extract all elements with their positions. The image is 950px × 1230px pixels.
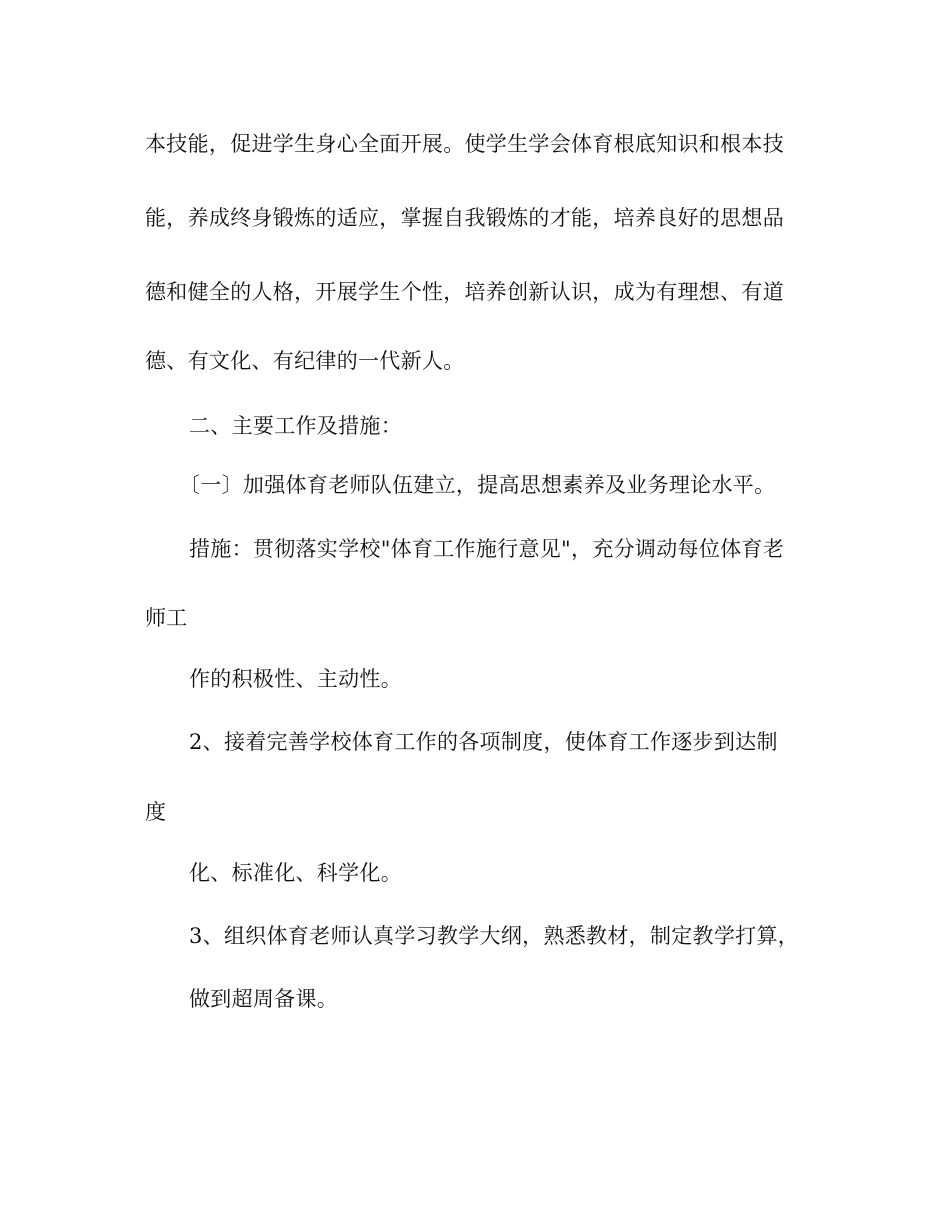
body-line: 师工 xyxy=(145,606,188,630)
body-line: 化、标准化、科学化。 xyxy=(189,861,402,885)
body-line: 本技能，促进学生身心全面开展。使学生学会体育根底知识和根本技 xyxy=(145,132,784,156)
body-line: 作的积极性、主动性。 xyxy=(189,667,402,691)
body-line: 做到超周备课。 xyxy=(189,987,339,1011)
body-line: 德、有文化、有纪律的一代新人。 xyxy=(145,349,465,373)
body-line: 能，养成终身锻炼的适应，掌握自我锻炼的才能，培养良好的思想品 xyxy=(145,206,784,230)
section-heading: 二、主要工作及措施： xyxy=(189,414,402,438)
body-line: 德和健全的人格，开展学生个性，培养创新认识，成为有理想、有道 xyxy=(145,280,784,304)
body-line: 3、组织体育老师认真学习教学大纲，熟悉教材，制定教学打算， xyxy=(189,924,800,948)
body-line: 2、接着完善学校体育工作的各项制度，使体育工作逐步到达制 xyxy=(189,730,778,754)
body-line: 度 xyxy=(145,800,167,824)
subsection-heading: 〔一〕加强体育老师队伍建立，提高思想素养及业务理论水平。 xyxy=(179,473,776,497)
body-line: 措施：贯彻落实学校"体育工作施行意见"，充分调动每位体育老 xyxy=(189,537,785,561)
